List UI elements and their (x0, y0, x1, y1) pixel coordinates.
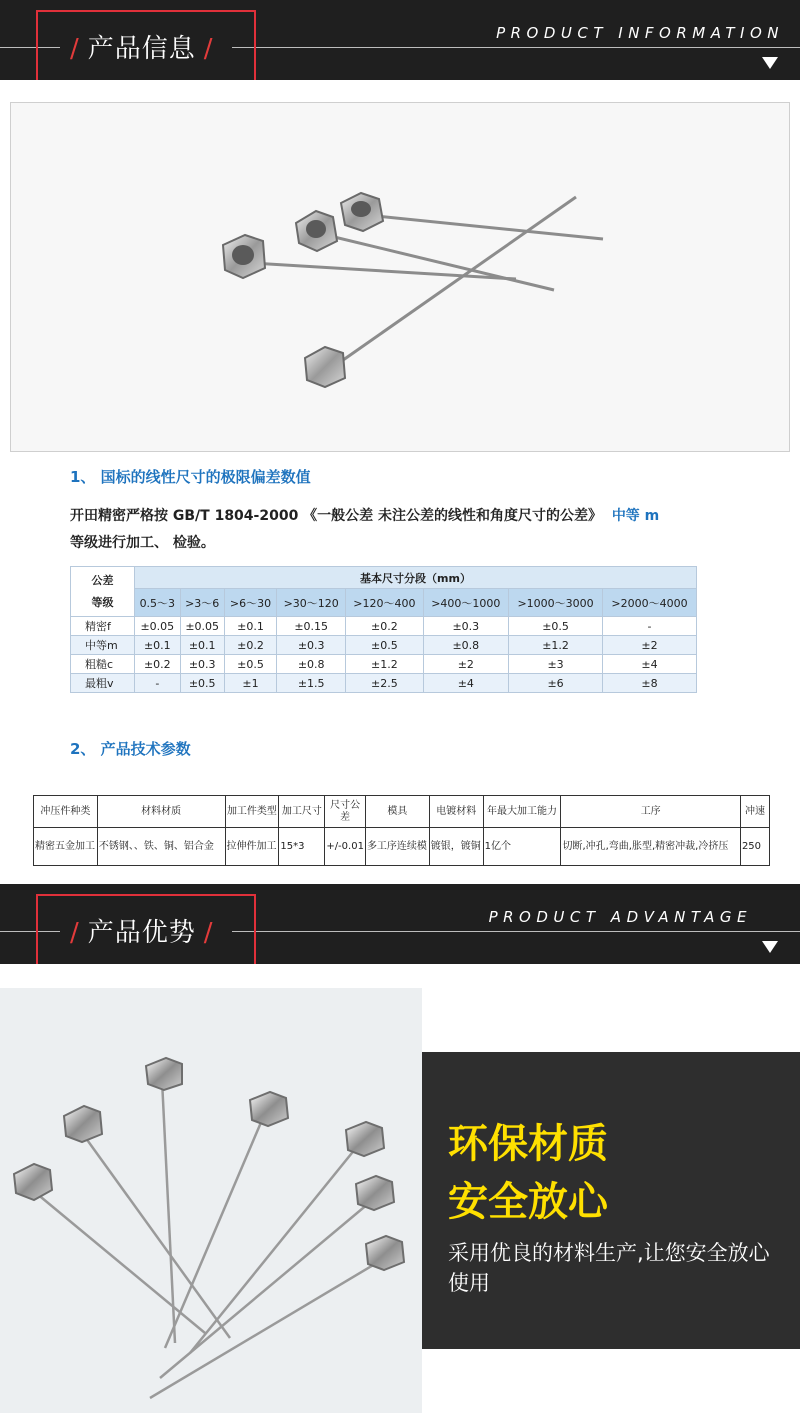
tech-value-cell: 不锈钢、、铁、铜、铝合金 (97, 828, 225, 866)
tech-value-cell: 多工序连续模 (365, 828, 429, 866)
range-header: >30～120 (277, 589, 346, 617)
section-english-title: PRODUCT INFORMATION (496, 24, 784, 42)
tech-header-cell: 加工尺寸 (279, 796, 325, 828)
standard-description: 开田精密严格按 GB/T 1804-2000 《一般公差 未注公差的线性和角度尺寸的公差》 中等 m (70, 508, 660, 524)
tolerance-table (70, 566, 697, 693)
product-photo-pins-fan (0, 988, 422, 1413)
tech-value-cell: 250 (740, 828, 769, 866)
tolerance-cell: ±0.2 (135, 655, 181, 674)
tolerance-cell: ±1.2 (509, 636, 603, 655)
grade-cell: 精密f (71, 617, 135, 636)
tolerance-cell: ±3 (509, 655, 603, 674)
tolerance-cell: ±2.5 (346, 674, 423, 693)
tolerance-cell: ±0.5 (346, 636, 423, 655)
tech-header-cell: 冲压件种类 (34, 796, 98, 828)
tolerance-cell: ±4 (423, 674, 509, 693)
section-english-title: PRODUCT ADVANTAGE (488, 908, 752, 926)
advantage-description: 采用优良的材料生产,让您安全放心使用 (448, 1241, 770, 1295)
tolerance-cell: ±0.5 (509, 617, 603, 636)
tech-header-cell: 材料材质 (97, 796, 225, 828)
tech-header-cell: 电镀材料 (429, 796, 483, 828)
tech-header-cell: 尺寸公差 (325, 796, 366, 828)
advantage-headline-2: 安全放心 (448, 1179, 608, 1225)
product-photo-pins (10, 102, 790, 452)
table-corner-cell: 公差 等级 (71, 567, 135, 617)
tech-value-cell: 1亿个 (483, 828, 561, 866)
tolerance-cell: ±2 (423, 655, 509, 674)
table-row (71, 655, 697, 674)
tech-header-cell: 年最大加工能力 (483, 796, 561, 828)
heading-tech-params: 2、 产品技术参数 (70, 740, 191, 758)
tolerance-cell: ±0.2 (346, 617, 423, 636)
grade-cell: 最粗v (71, 674, 135, 693)
range-header: >120～400 (346, 589, 423, 617)
tech-value-cell: 镀银，镀铜 (429, 828, 483, 866)
grade-highlight: 中等 m (611, 508, 660, 524)
tolerance-cell: ±0.05 (180, 617, 224, 636)
table-row (71, 636, 697, 655)
range-header: >400～1000 (423, 589, 509, 617)
section-banner-product-advantage (0, 884, 800, 964)
tech-header-cell: 工序 (561, 796, 740, 828)
tech-params-table (33, 795, 770, 866)
triangle-down-icon (762, 57, 778, 69)
tolerance-cell: ±0.1 (224, 617, 276, 636)
standard-description-line2: 等级进行加工、 检验。 (70, 535, 215, 551)
tolerance-cell: ±0.3 (277, 636, 346, 655)
section-title: / 产品优势 / (70, 918, 214, 948)
banner-divider-right (232, 931, 800, 932)
tech-value-cell: 拉伸件加工 (225, 828, 279, 866)
section-banner-product-information (0, 0, 800, 80)
range-header: >2000～4000 (603, 589, 697, 617)
tolerance-cell: - (135, 674, 181, 693)
tech-value-cell: 切断,冲孔,弯曲,胀型,精密冲裁,冷挤压 (561, 828, 740, 866)
tolerance-cell: ±1.5 (277, 674, 346, 693)
range-header: >1000～3000 (509, 589, 603, 617)
tech-header-cell: 冲速 (740, 796, 769, 828)
tolerance-cell: ±8 (603, 674, 697, 693)
tolerance-cell: ±0.3 (423, 617, 509, 636)
range-header: 0.5～3 (135, 589, 181, 617)
tolerance-cell: ±2 (603, 636, 697, 655)
tech-header-cell: 模具 (365, 796, 429, 828)
table-group-header: 基本尺寸分段（mm） (135, 567, 697, 589)
tolerance-cell: ±1.2 (346, 655, 423, 674)
triangle-down-icon (762, 941, 778, 953)
grade-cell: 中等m (71, 636, 135, 655)
tolerance-cell: ±0.1 (135, 636, 181, 655)
banner-divider-right (232, 47, 800, 48)
tech-header-cell: 加工件类型 (225, 796, 279, 828)
tolerance-cell: ±0.8 (277, 655, 346, 674)
advantage-headline-1: 环保材质 (448, 1121, 608, 1167)
tech-value-cell: 精密五金加工 (34, 828, 98, 866)
tolerance-cell: ±0.05 (135, 617, 181, 636)
heading-tolerance: 1、 国标的线性尺寸的极限偏差数值 (70, 468, 311, 486)
range-header: >6～30 (224, 589, 276, 617)
tolerance-cell: ±0.8 (423, 636, 509, 655)
tolerance-cell: ±6 (509, 674, 603, 693)
tolerance-cell: ±0.5 (224, 655, 276, 674)
range-header: >3～6 (180, 589, 224, 617)
tolerance-cell: - (603, 617, 697, 636)
tolerance-cell: ±0.3 (180, 655, 224, 674)
tolerance-cell: ±4 (603, 655, 697, 674)
tech-value-cell: +/-0.01 (325, 828, 366, 866)
table-row (71, 617, 697, 636)
tolerance-cell: ±0.2 (224, 636, 276, 655)
table-row (71, 674, 697, 693)
tolerance-cell: ±0.15 (277, 617, 346, 636)
tolerance-cell: ±0.5 (180, 674, 224, 693)
section-title: / 产品信息 / (70, 34, 214, 64)
tolerance-cell: ±1 (224, 674, 276, 693)
grade-cell: 粗糙c (71, 655, 135, 674)
tech-value-cell: 15*3 (279, 828, 325, 866)
tolerance-cell: ±0.1 (180, 636, 224, 655)
